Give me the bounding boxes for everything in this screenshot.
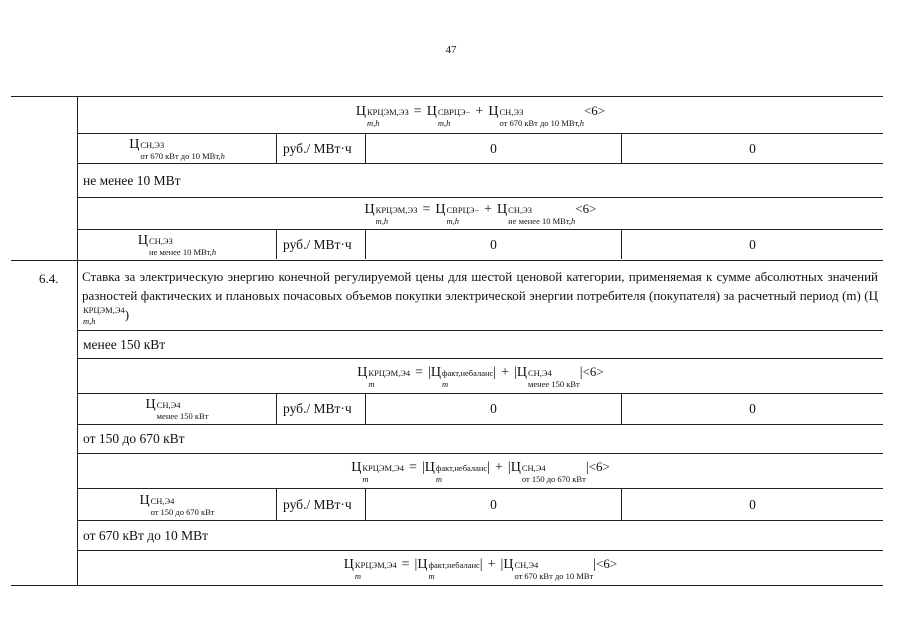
value-1: 0 xyxy=(490,401,497,416)
value-2: 0 xyxy=(749,401,756,416)
value-2: 0 xyxy=(749,140,756,156)
rate-label: Ц СН,ЭЗ от 670 кВт до 10 МВт,h xyxy=(129,136,225,161)
unit: руб./ МВт·ч xyxy=(283,237,352,252)
range-heading: менее 150 кВт xyxy=(83,336,166,352)
formula-row-1: Ц КРЦЭМ,ЭЗ m,h = Ц СВРЦЭ− m,h + Ц СН,ЭЗ от 670 кВт до 10 МВт,h <6> xyxy=(355,102,606,128)
unit: руб./ МВт·ч xyxy=(283,401,352,416)
section-divider xyxy=(11,260,883,261)
value-1: 0 xyxy=(490,496,497,512)
range-heading: от 670 кВт до 10 МВт xyxy=(83,527,209,543)
col-divider xyxy=(276,133,277,163)
section-description: Ставка за электрическую энергию конечной регулируемой цены для шестой ценовой категории, применяемая к сумме абсолютных значений разностей фактических и плановых почасовых объемов покупки электрической энергии потребителя (покупателя) за расчетный период (m) (Ц КРЦЭМ,Э4 m,h ) xyxy=(82,269,878,327)
tariff-table xyxy=(11,96,883,586)
unit: руб./ МВт·ч xyxy=(283,496,352,512)
col-divider xyxy=(276,229,277,259)
page-number: 47 xyxy=(445,44,457,56)
formula-row-14: Ц КРЦЭМ,Э4 m = | Ц факт,небаланс m | + | Ц СН,Э4 от 670 кВт до 10 МВт | <6> xyxy=(343,555,618,581)
value-1: 0 xyxy=(490,140,497,156)
value-2: 0 xyxy=(749,496,756,512)
value-1: 0 xyxy=(490,237,497,252)
formula-row-11: Ц КРЦЭМ,Э4 m = | Ц факт,небаланс m | + | Ц СН,Э4 от 150 до 670 кВт | <6> xyxy=(351,458,610,484)
col-divider xyxy=(276,393,277,424)
value-2: 0 xyxy=(749,237,756,252)
range-heading: не менее 10 МВт xyxy=(83,172,181,188)
unit: руб./ МВт·ч xyxy=(283,140,352,156)
formula-row-8: Ц КРЦЭМ,Э4 m = | Ц факт,небаланс m | + | Ц СН,Э4 менее 150 кВт | <6> xyxy=(357,363,604,389)
rate-label: Ц СН,ЭЗ не менее 10 МВт,h xyxy=(137,233,217,257)
rate-label: Ц СН,Э4 менее 150 кВт xyxy=(145,397,209,421)
formula-row-4: Ц КРЦЭМ,ЭЗ m,h = Ц СВРЦЭ− m,h + Ц СН,ЭЗ не менее 10 МВт,h <6> xyxy=(364,201,597,226)
range-heading: от 150 до 670 кВт xyxy=(83,431,185,446)
col-divider xyxy=(276,488,277,520)
rate-label: Ц СН,Э4 от 150 до 670 кВт xyxy=(139,492,215,517)
section-number: 6.4. xyxy=(39,271,59,286)
